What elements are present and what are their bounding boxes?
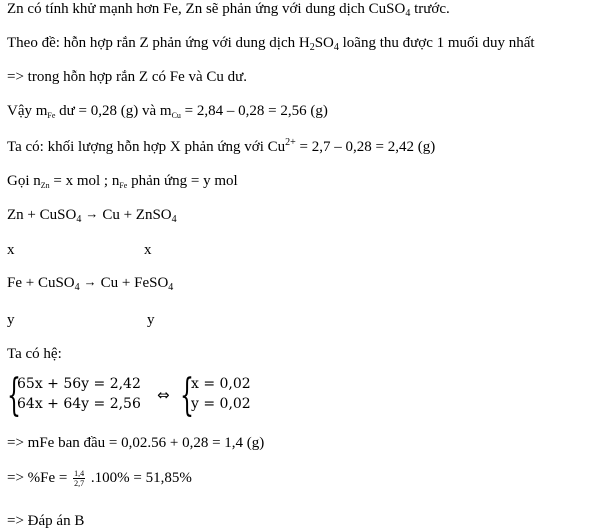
reaction-zn: Zn + CuSO$_4$ → Cu + ZnSO$_4$ [7, 206, 177, 225]
reaction-arrow-icon: → [85, 206, 99, 221]
reaction-fe-moles-b: y [147, 312, 155, 328]
equation-2: 64x + 64y = 2,56 [17, 396, 141, 412]
right-brace-icon: { [180, 370, 194, 421]
fraction: $\frac{1,4}{2,7}$ [74, 469, 85, 489]
equivalence-icon: ⇔ [157, 386, 170, 404]
line-answer: => Đáp án B [7, 513, 85, 529]
line-h2so4-reaction: Theo đề: hỗn hợp rắn Z phản ứng với dung dịch $H_2SO_4$ loãng thu được 1 muối duy nhất [7, 35, 535, 53]
reaction-arrow-icon: → [83, 274, 97, 289]
solution-x: x = 0,02 [191, 376, 251, 392]
line-percent-fe: => %Fe = $\frac{1,4}{2,7}$ .100% = 51,85% [7, 469, 192, 489]
line-system-intro: Ta có hệ: [7, 346, 62, 362]
reaction-zn-moles-b: x [144, 242, 152, 258]
left-brace-icon: { [7, 370, 21, 421]
line-mass-x: Ta có: khối lượng hỗn hợp X phản ứng với $Cu^{2+} = 2,7 - 0,28 = 2,42$ (g) [7, 137, 436, 155]
line-z-composition: => trong hỗn hợp rắn Z có Fe và Cu dư. [7, 69, 248, 85]
reaction-fe-moles-a: y [7, 312, 15, 328]
reaction-zn-moles-a: x [7, 242, 15, 258]
equation-1: 65x + 56y = 2,42 [17, 376, 141, 392]
line-initial-fe-mass: => mFe ban đầu = 0,02.56 + 0,28 = 1,4 (g) [7, 435, 265, 451]
line-variables: Gọi $n_{Zn} = x$ mol ; $n_{Fe}$ phản ứng = y mol [7, 173, 238, 190]
reaction-fe: Fe + CuSO$_4$ → Cu + FeSO$_4$ [7, 274, 174, 293]
solution-y: y = 0,02 [191, 396, 251, 412]
line-masses: Vậy $m_{Fe}$ dư = 0,28 (g) và $m_{Cu} = 2,84 - 0,28 = 2,56$ (g) [7, 103, 328, 120]
line-zn-reactivity: Zn có tính khử mạnh hơn Fe, Zn sẽ phản ứng với dung dịch CuSO$_4$ trước. [7, 1, 450, 19]
